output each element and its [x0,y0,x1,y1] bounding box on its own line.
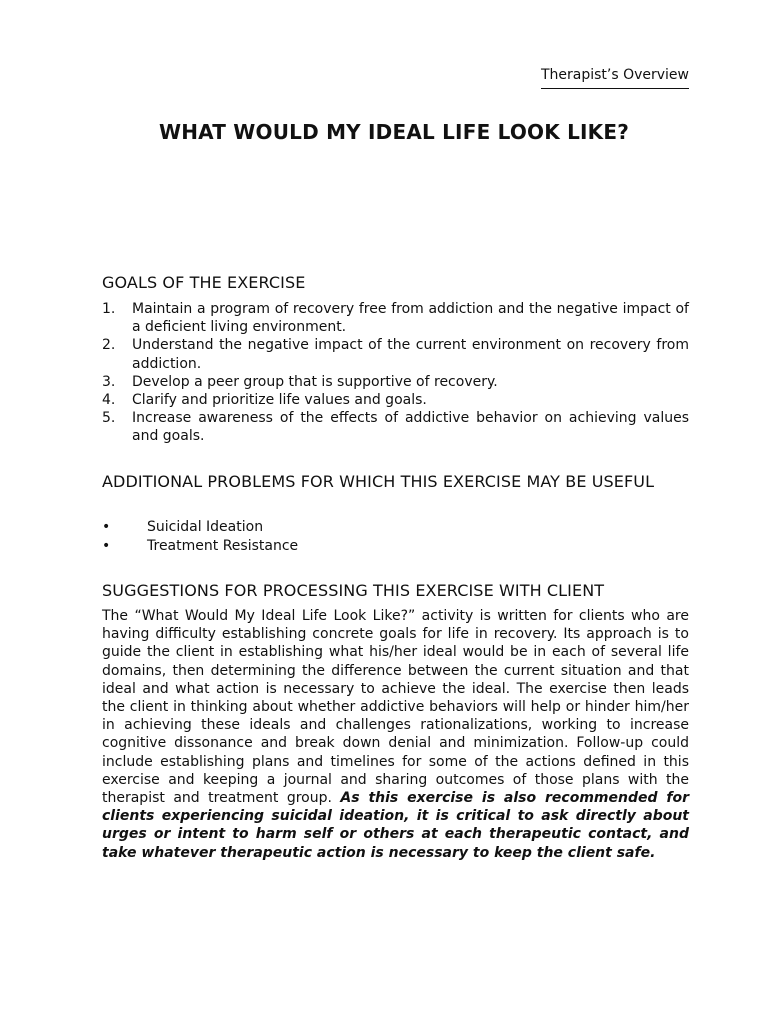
goal-text: Clarify and prioritize life values and goals. [132,392,427,409]
suggestions-emphasis: As this exercise is also recommended for clients experiencing suicidal ideation, it is critical to ask directly about urges or intent to harm self or others at each therapeutic contact, and take whatever therapeutic action is necessary to keep the client safe. [102,790,689,861]
goal-text: Increase awareness of the effects of addictive behavior on achieving values and goals. [132,410,689,445]
problems-list [102,518,662,555]
goal-number: 2. [102,337,116,354]
problem-text: Treatment Resistance [147,537,299,554]
suggestions-paragraph [102,607,689,862]
goal-text: Maintain a program of recovery free from addiction and the negative impact of a deficient living environment. [132,301,689,336]
goal-item [102,336,689,372]
goal-number: 4. [102,392,116,409]
goal-item [102,409,689,445]
problems-heading: ADDITIONAL PROBLEMS FOR WHICH THIS EXERCISE MAY BE USEFUL [102,472,655,491]
page-title: WHAT WOULD MY IDEAL LIFE LOOK LIKE? [158,120,630,144]
goals-heading: GOALS OF THE EXERCISE [102,273,306,292]
bullet-icon: • [102,537,111,554]
running-header: Therapist’s Overview [541,66,689,89]
goal-text: Understand the negative impact of the current environment on recovery from addiction. [132,337,689,372]
goal-item [102,373,689,391]
problem-text: Suicidal Ideation [147,519,264,535]
goal-number: 5. [102,410,116,427]
goal-number: 1. [102,301,116,317]
goals-list [102,300,689,446]
goal-number: 3. [102,373,116,390]
bullet-icon: • [102,519,111,535]
goal-item [102,300,689,336]
goal-text: Develop a peer group that is supportive of recovery. [132,373,498,390]
suggestions-body: The “What Would My Ideal Life Look Like?” activity is written for clients who are having difficulty establishing concrete goals for life in recovery. Its approach is to guide the client in establishing what his/her ideal would be in each of several life domains, then determining the difference between the current situation and that ideal and what action is necessary to achieve the ideal. The exercise then leads the client in thinking about whether addictive behaviors will help or hinder him/her in achieving these ideals and challenges rationalizations, working to increase cognitive dissonance and break down denial and minimization. Follow-up could include establishing plans and timelines for some of the actions defined in this exercise and keeping a journal and sharing outcomes of those plans with the therapist and treatment group. [102,608,689,807]
problem-item [102,537,662,556]
goal-item [102,391,689,409]
suggestions-heading: SUGGESTIONS FOR PROCESSING THIS EXERCISE WITH CLIENT [102,581,605,600]
problem-item [102,518,662,537]
